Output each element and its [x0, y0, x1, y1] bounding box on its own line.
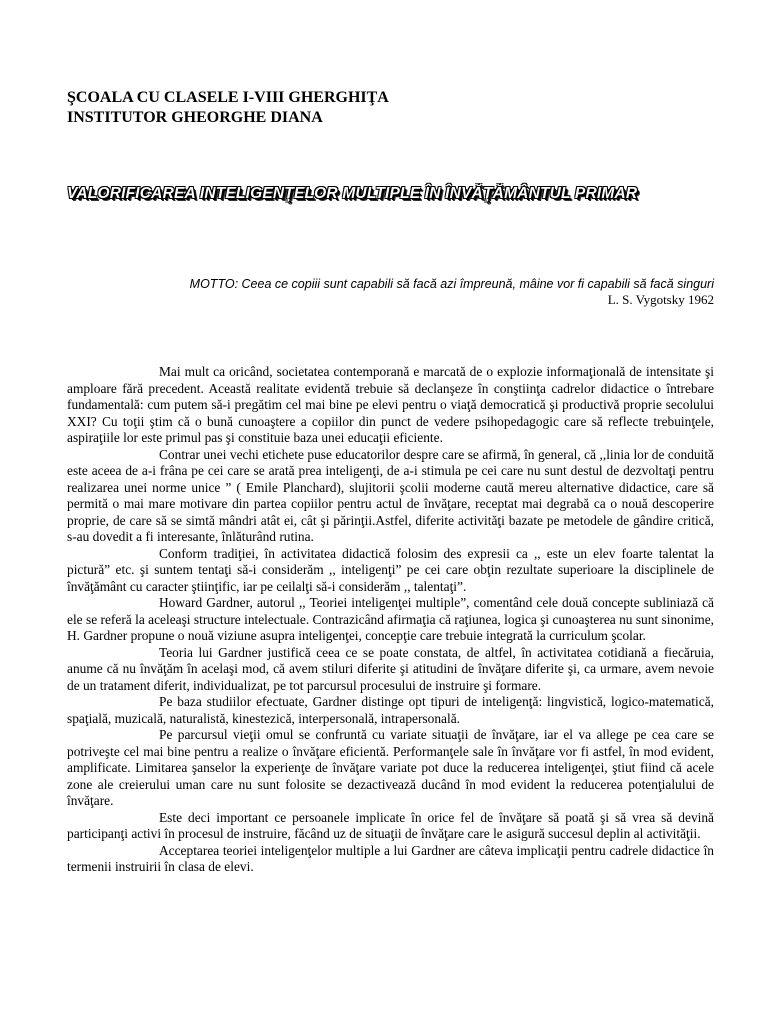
- paragraph: Mai mult ca oricând, societatea contemporană e marcată de o explozie informaţională de intensitate şi amploare fără precedent. Această realitate evidentă trebuie să declanşeze în conştiinţa cadrelor didactice o întrebare fundamentală: cum putem să-i pregătim cel mai bine pe elevi pentru o viaţă democratică şi productivă proprie secolului XXI? Cu toţii ştim că o bună cunoaştere a copiilor din punct de vedere psihopedagogic care să reflecte trebuinţele, aspiraţiile lor este primul pas şi constituie baza unei educaţii eficiente.: [67, 364, 714, 445]
- paragraph: Conform tradiţiei, în activitatea didactică folosim des expresii ca ,, este un elev foarte talentat la pictură” etc. şi suntem tentaţi să-i considerăm ,, inteligenţi” pe cei care obţin rezultate superioare la disciplinele de învăţământ cu caracter ştiinţific, iar pe ceilalţi să-i considerăm ,, talentaţi”.: [67, 545, 714, 594]
- header-block: [67, 88, 389, 128]
- paragraph: Acceptarea teoriei inteligenţelor multiple a lui Gardner are câteva implicaţii pentru cadrele didactice în termenii instruirii în clasa de elevi.: [67, 842, 714, 874]
- paragraph: Pe baza studiilor efectuate, Gardner distinge opt tipuri de inteligenţă: lingvistică, logico-matematică, spaţială, muzicală, naturalistă, kinestezică, interpersonală, intrapersonală.: [67, 694, 714, 726]
- school-name: ŞCOALA CU CLASELE I-VIII GHERGHIŢA: [67, 89, 389, 106]
- paragraph: Este deci important ce persoanele implicate în orice fel de învăţare să poată şi să vrea să devină participanţi activi în procesul de instruire, făcând uz de situaţii de învăţare care le asigură succesul deplin al activităţii.: [67, 809, 714, 841]
- motto-author: L. S. Vygotsky 1962: [607, 292, 714, 307]
- paragraph: Teoria lui Gardner justifică ceea ce se poate constata, de altfel, în activitatea cotidiană a fiecăruia, anume că nu învăţăm în acelaşi mod, că avem stiluri diferite şi atitudini de învăţare diferite şi, ca urmare, avem nevoie de un tratament diferit, individualizat, pe tot parcursul procesului de instruire şi formare.: [67, 644, 714, 693]
- paragraph: Howard Gardner, autorul ,, Teoriei inteligenţei multiple”, comentând cele două concepte subliniază că ele se referă la aceleaşi structure intelectuale. Contrazicând afirmaţia că raţiunea, logica şi cunoaşterea nu sunt sinonime, H. Gardner propune o nouă viziune asupra inteligenţei, concepţie care trebuie integrată la curriculum şcolar.: [67, 595, 714, 643]
- body-text: [67, 364, 714, 876]
- motto-block: [67, 277, 714, 307]
- teacher-name: INSTITUTOR GHEORGHE DIANA: [67, 109, 323, 126]
- motto-text: MOTTO: Ceea ce copiii sunt capabili să facă azi împreună, mâine vor fi capabili să facă singuri: [189, 277, 714, 291]
- paragraph: Contrar unei vechi etichete puse educatorilor despre care se afirmă, în general, că ,,linia lor de conduită este aceea de a-i frâna pe cei care se arată prea inteligenţi, de a-i stimula pe cei care nu sunt destul de dezvoltaţi pentru realizarea unei norme unice ” ( Emile Planchard), slujitorii şcolii moderne caută mereu alternative didactice, care să permită o mai mare motivare din partea copiilor pentru actul de învăţare, receptat mai degrabă ca o nouă descoperire proprie, de care să se simtă mândri atât ei, cât şi părinţii.Astfel, diferite activităţi bazate pe metodele de gândire critică, s-au dovedit a fi interesante, înlăturând rutina.: [67, 446, 714, 544]
- paragraph: Pe parcursul vieţii omul se confruntă cu variate situaţii de învăţare, iar el va allege pe cea care se potriveşte cel mai bine pentru a realize o învăţare eficientă. Performanţele sale în învăţare vor fi astfel, în mod evident, amplificate. Limitarea şanselor la experienţe de învăţare variate pot duce la reducerea inteligenţei, ştiut fiind că acele zone ale creierului uman care nu sunt folosite se dezactivează ducând în mod evident la reducerea potenţialului de învăţare.: [67, 727, 714, 808]
- document-title: VALORIFICAREA INTELIGENŢELOR MULTIPLE ÎN ÎNVĂŢĂMÂNTUL PRIMAR: [67, 185, 638, 202]
